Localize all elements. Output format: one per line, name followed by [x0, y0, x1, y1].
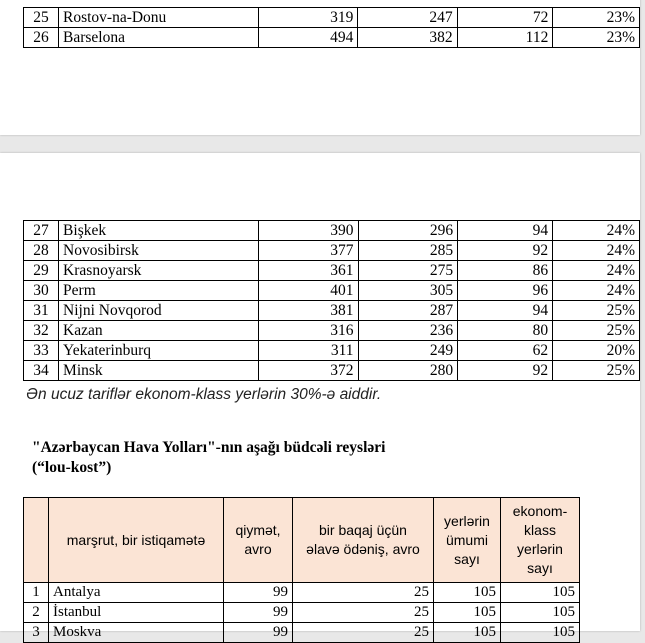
total-seats-cell: 105 — [434, 623, 501, 643]
header-seats-line1: yerlərin — [444, 512, 490, 529]
header-baggage-fee — [293, 498, 434, 583]
value-cell: 249 — [358, 341, 458, 361]
row-number: 32 — [24, 321, 59, 341]
table-row — [24, 361, 640, 381]
header-price-line2: avro — [244, 541, 272, 557]
lowcost-heading-line2: (“lou-kost”) — [32, 459, 112, 476]
economy-seats-cell: 105 — [501, 583, 580, 603]
table-row — [24, 241, 640, 261]
city-name: Novosibirsk — [59, 241, 259, 261]
value-cell: 92 — [458, 361, 553, 381]
table-row — [24, 603, 580, 623]
lowcost-flights-table — [23, 497, 580, 643]
city-name: Kazan — [59, 321, 259, 341]
price-cell: 99 — [224, 583, 293, 603]
table-row — [24, 301, 640, 321]
row-number: 29 — [24, 261, 59, 281]
table-row — [24, 583, 580, 603]
price-cell: 99 — [224, 603, 293, 623]
value-cell: 287 — [358, 301, 458, 321]
table-row — [24, 623, 580, 643]
lowcost-heading-line1: "Azərbaycan Hava Yolları"-nın aşağı büdcəli reysləri — [32, 439, 386, 456]
table-row — [24, 341, 640, 361]
baggage-fee-cell: 25 — [293, 623, 434, 643]
price-cell: 99 — [224, 623, 293, 643]
city-name: Rostov-na-Donu — [58, 8, 258, 28]
city-name: Yekaterinburq — [59, 341, 259, 361]
table-row — [24, 281, 640, 301]
value-cell: 316 — [258, 321, 358, 341]
city-name: Perm — [59, 281, 259, 301]
value-cell: 296 — [358, 221, 458, 241]
cheapest-fares-note: Ən ucuz tariflər ekonom-klass yerlərin 30%-ə aiddir. — [26, 386, 382, 403]
percent-cell: 24% — [553, 261, 640, 281]
city-name: Barselona — [58, 28, 258, 48]
value-cell: 94 — [458, 221, 553, 241]
city-fares-table-continued — [23, 220, 640, 381]
value-cell: 92 — [458, 241, 553, 261]
city-name: Bişkek — [59, 221, 259, 241]
value-cell: 401 — [258, 281, 358, 301]
lowcost-heading — [32, 438, 452, 478]
header-index-cell — [24, 498, 49, 583]
value-cell: 372 — [258, 361, 358, 381]
value-cell: 305 — [358, 281, 458, 301]
row-number: 1 — [24, 583, 49, 603]
row-number: 26 — [24, 28, 59, 48]
value-cell: 377 — [258, 241, 358, 261]
header-baggage-line2: əlavə ödəniş, avro — [306, 541, 420, 557]
route-name: İstanbul — [49, 603, 224, 623]
document-page-1 — [0, 0, 640, 135]
table-row — [24, 321, 640, 341]
value-cell: 494 — [259, 28, 358, 48]
value-cell: 381 — [258, 301, 358, 321]
row-number: 2 — [24, 603, 49, 623]
value-cell: 280 — [358, 361, 458, 381]
table-row — [24, 221, 640, 241]
value-cell: 390 — [258, 221, 358, 241]
value-cell: 236 — [358, 321, 458, 341]
row-number: 27 — [24, 221, 59, 241]
percent-cell: 24% — [553, 221, 640, 241]
percent-cell: 25% — [553, 301, 640, 321]
total-seats-cell: 105 — [434, 603, 501, 623]
value-cell: 86 — [458, 261, 553, 281]
value-cell: 319 — [259, 8, 358, 28]
header-price-line1: qiymət, — [235, 522, 281, 538]
percent-cell: 25% — [553, 321, 640, 341]
city-name: Nijni Novqorod — [59, 301, 259, 321]
header-econ-line3: yerlərin — [517, 541, 563, 557]
value-cell: 94 — [458, 301, 553, 321]
city-fares-table-top — [23, 7, 640, 48]
value-cell: 247 — [358, 8, 457, 28]
percent-cell: 24% — [553, 241, 640, 261]
percent-cell: 24% — [553, 281, 640, 301]
baggage-fee-cell: 25 — [293, 583, 434, 603]
value-cell: 382 — [358, 28, 457, 48]
row-number: 28 — [24, 241, 59, 261]
header-baggage-line1: bir baqaj üçün — [319, 522, 407, 538]
route-name: Antalya — [49, 583, 224, 603]
value-cell: 112 — [457, 28, 553, 48]
table-row — [24, 28, 640, 48]
row-number: 25 — [24, 8, 59, 28]
value-cell: 311 — [258, 341, 358, 361]
value-cell: 96 — [458, 281, 553, 301]
header-total-seats — [434, 498, 501, 583]
value-cell: 275 — [358, 261, 458, 281]
route-name: Moskva — [49, 623, 224, 643]
document-page-2 — [0, 153, 640, 640]
row-number: 3 — [24, 623, 49, 643]
value-cell: 285 — [358, 241, 458, 261]
lowcost-header-row — [24, 498, 580, 583]
economy-seats-cell: 105 — [501, 603, 580, 623]
percent-cell: 25% — [553, 361, 640, 381]
value-cell: 62 — [458, 341, 553, 361]
value-cell: 80 — [458, 321, 553, 341]
percent-cell: 23% — [553, 8, 640, 28]
header-route: marşrut, bir istiqamətə — [49, 498, 224, 583]
header-econ-line4: sayı — [527, 560, 553, 576]
header-econ-line1: ekonom- — [512, 503, 568, 519]
percent-cell: 20% — [553, 341, 640, 361]
total-seats-cell: 105 — [434, 583, 501, 603]
city-name: Minsk — [59, 361, 259, 381]
value-cell: 72 — [457, 8, 553, 28]
row-number: 33 — [24, 341, 59, 361]
city-name: Krasnoyarsk — [59, 261, 259, 281]
row-number: 31 — [24, 301, 59, 321]
table-row — [24, 8, 640, 28]
table-row — [24, 261, 640, 281]
percent-cell: 23% — [553, 28, 640, 48]
baggage-fee-cell: 25 — [293, 603, 434, 623]
header-economy-seats — [501, 498, 580, 583]
value-cell: 361 — [258, 261, 358, 281]
header-econ-line2: klass — [524, 522, 556, 538]
header-price — [224, 498, 293, 583]
row-number: 34 — [24, 361, 59, 381]
header-seats-line2: ümumi — [445, 531, 488, 548]
economy-seats-cell: 105 — [501, 623, 580, 643]
header-seats-line3: sayı — [454, 550, 480, 567]
row-number: 30 — [24, 281, 59, 301]
